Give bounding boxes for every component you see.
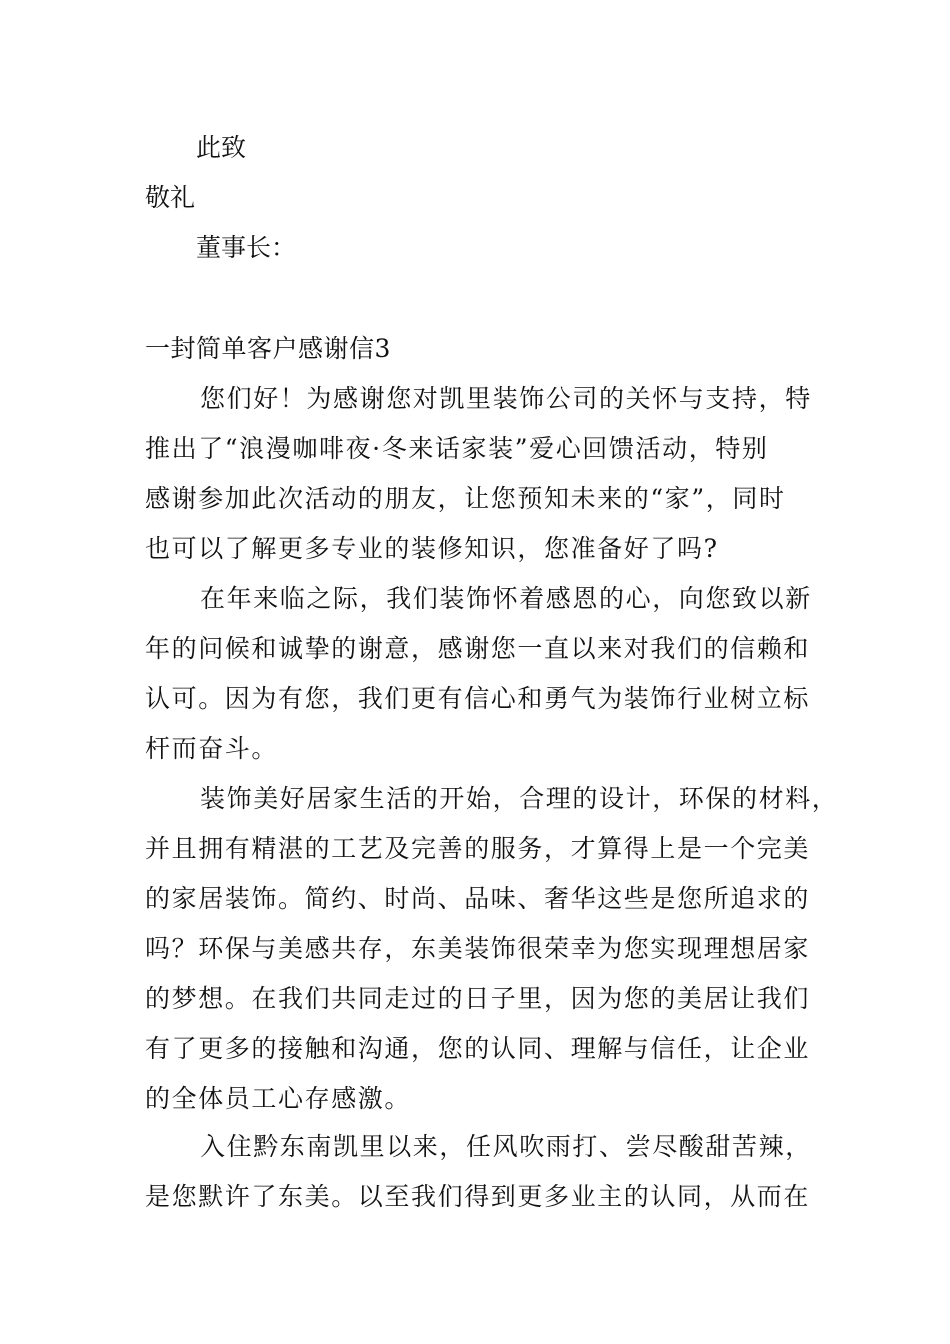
paragraph-1-line-3: 感谢参加此次活动的朋友，让您预知未来的“家”，同时 xyxy=(145,484,786,513)
closing-salutation-1: 此致 xyxy=(196,133,247,162)
paragraph-3-line-7: 的全体员工心存感激。 xyxy=(145,1084,412,1113)
paragraph-2-line-3: 认可。因为有您，我们更有信心和勇气为装饰行业树立标 xyxy=(145,684,811,713)
paragraph-1-line-2: 推出了“浪漫咖啡夜·冬来话家装”爱心回馈活动，特别 xyxy=(145,434,769,463)
paragraph-1-line-4: 也可以了解更多专业的装修知识，您准备好了吗? xyxy=(145,534,719,563)
section-title: 一封简单客户感谢信3 xyxy=(145,334,391,363)
paragraph-4-line-1: 入住黔东南凯里以来，任风吹雨打、尝尽酸甜苦辣， xyxy=(200,1132,812,1161)
paragraph-3-line-4: 吗？环保与美感共存，东美装饰很荣幸为您实现理想居家 xyxy=(145,934,811,963)
paragraph-3-line-6: 有了更多的接触和沟通，您的认同、理解与信任，让企业 xyxy=(145,1034,811,1063)
paragraph-3-line-5: 的梦想。在我们共同走过的日子里，因为您的美居让我们 xyxy=(145,984,811,1013)
paragraph-3-line-1: 装饰美好居家生活的开始，合理的设计，环保的材料， xyxy=(200,784,839,813)
paragraph-3-line-2: 并且拥有精湛的工艺及完善的服务，才算得上是一个完美 xyxy=(145,834,811,863)
closing-signature: 董事长： xyxy=(196,233,297,262)
paragraph-2-line-2: 年的问候和诚挚的谢意，感谢您一直以来对我们的信赖和 xyxy=(145,634,811,663)
closing-salutation-2: 敬礼 xyxy=(145,183,196,212)
paragraph-2-line-4: 杆而奋斗。 xyxy=(145,734,279,763)
paragraph-3-line-3: 的家居装饰。简约、时尚、品味、奢华这些是您所追求的 xyxy=(145,884,811,913)
paragraph-2-line-1: 在年来临之际，我们装饰怀着感恩的心，向您致以新 xyxy=(200,584,812,613)
paragraph-4-line-2: 是您默许了东美。以至我们得到更多业主的认同，从而在 xyxy=(145,1182,811,1211)
paragraph-1-line-1: 您们好！为感谢您对凯里装饰公司的关怀与支持，特 xyxy=(200,384,812,413)
